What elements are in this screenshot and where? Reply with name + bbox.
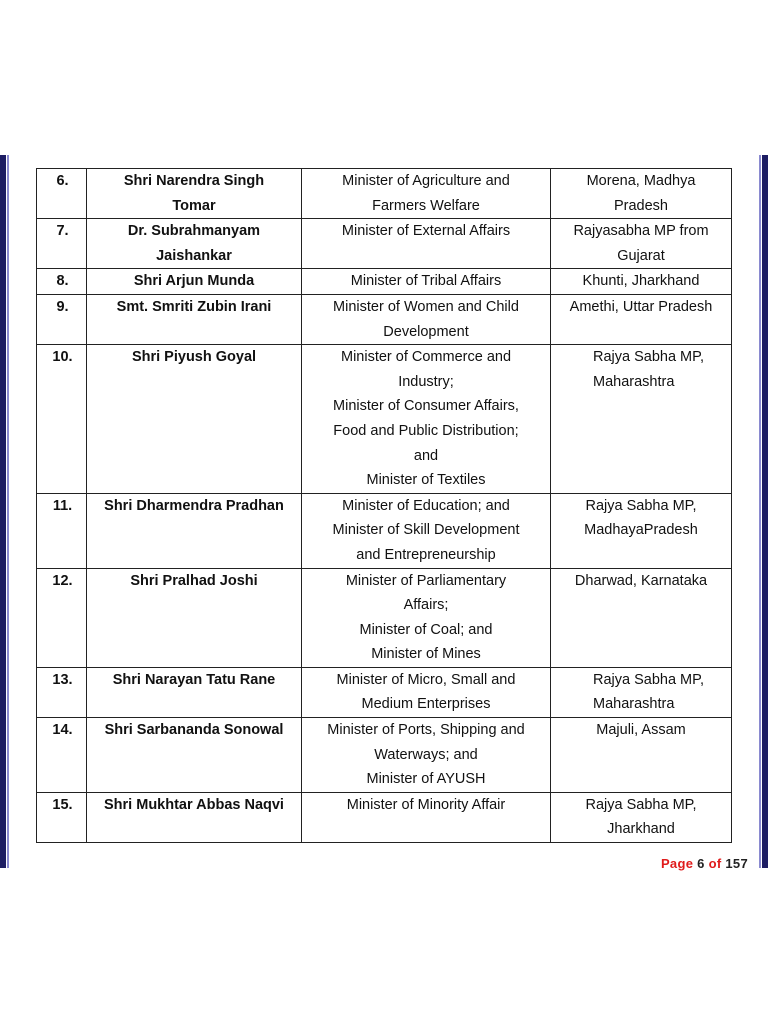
- row-number: 11.: [37, 493, 87, 568]
- portfolio-cell: [302, 667, 551, 717]
- portfolio-cell: [302, 294, 551, 344]
- constituency-line: Pradesh: [613, 197, 668, 214]
- minister-name-cell: [87, 493, 302, 568]
- portfolio-line: Food and Public Distribution;: [333, 422, 519, 439]
- portfolio-line: Waterways; and: [374, 746, 478, 763]
- minister-name-cell: [87, 568, 302, 667]
- constituency-line: Amethi, Uttar Pradesh: [569, 298, 713, 315]
- portfolio-line: Minister of Parliamentary: [345, 572, 507, 589]
- minister-name-line: Shri Mukhtar Abbas Naqvi: [104, 796, 284, 813]
- portfolio-line: and: [413, 447, 439, 464]
- row-number: 10.: [37, 345, 87, 494]
- minister-name-cell: [87, 269, 302, 295]
- portfolio-cell: [302, 169, 551, 219]
- table-row: [37, 568, 732, 667]
- page-label: Page: [660, 856, 694, 871]
- constituency-line: Rajyasabha MP from: [573, 223, 709, 240]
- portfolio-line: Minister of Textiles: [366, 472, 486, 489]
- portfolio-cell: [302, 345, 551, 494]
- constituency-line: Rajya Sabha MP,: [585, 796, 697, 813]
- portfolio-line: Minister of Skill Development: [332, 522, 520, 539]
- constituency-line: Rajya Sabha MP,: [593, 671, 704, 688]
- row-number: 12.: [37, 568, 87, 667]
- minister-name-cell: [87, 792, 302, 842]
- portfolio-line: Minister of Commerce and: [340, 349, 512, 366]
- minister-name-line: Dr. Subrahmanyam: [127, 223, 261, 240]
- constituency-cell: [551, 294, 732, 344]
- portfolio-cell: [302, 718, 551, 793]
- table-row: [37, 294, 732, 344]
- page-current: 6: [697, 856, 705, 871]
- portfolio-line: Development: [383, 323, 469, 340]
- portfolio-cell: [302, 269, 551, 295]
- minister-name-line: Smt. Smriti Zubin Irani: [116, 298, 272, 315]
- portfolio-line: Minister of Consumer Affairs,: [333, 398, 519, 415]
- constituency-line: Rajya Sabha MP,: [593, 349, 704, 366]
- portfolio-line: Minister of External Affairs: [341, 223, 511, 240]
- row-number: 14.: [37, 718, 87, 793]
- minister-name-line: Jaishankar: [156, 247, 232, 264]
- portfolio-line: and Entrepreneurship: [356, 546, 496, 563]
- row-number: 8.: [37, 269, 87, 295]
- minister-name-cell: [87, 169, 302, 219]
- row-number: 7.: [37, 219, 87, 269]
- table-row: [37, 667, 732, 717]
- constituency-line: Dharwad, Karnataka: [574, 572, 708, 589]
- portfolio-line: Minister of Coal; and: [359, 621, 493, 638]
- portfolio-cell: [302, 219, 551, 269]
- row-number: 15.: [37, 792, 87, 842]
- page-border-left: [0, 155, 6, 868]
- constituency-line: Morena, Madhya: [586, 173, 696, 189]
- constituency-cell: [551, 718, 732, 793]
- portfolio-line: Minister of Mines: [371, 646, 481, 663]
- ministers-table-body: [37, 169, 732, 843]
- constituency-line: Khunti, Jharkhand: [582, 273, 700, 290]
- portfolio-line: Minister of Education; and: [342, 497, 510, 514]
- minister-name-cell: [87, 219, 302, 269]
- minister-name-cell: [87, 345, 302, 494]
- table-row: [37, 219, 732, 269]
- constituency-cell: [551, 219, 732, 269]
- minister-name-line: Shri Narayan Tatu Rane: [112, 671, 276, 688]
- table-row: [37, 345, 732, 494]
- table-row: [37, 792, 732, 842]
- constituency-cell: [551, 269, 732, 295]
- page-footer: [661, 856, 748, 871]
- minister-name-line: Shri Dharmendra Pradhan: [104, 497, 284, 514]
- table-row: [37, 169, 732, 219]
- page-border-right: [762, 155, 768, 868]
- constituency-line: MadhayaPradesh: [584, 522, 698, 539]
- portfolio-cell: [302, 792, 551, 842]
- constituency-cell: [551, 493, 732, 568]
- constituency-cell: [551, 345, 732, 494]
- portfolio-line: Medium Enterprises: [361, 696, 491, 713]
- row-number: 6.: [37, 169, 87, 219]
- constituency-line: Gujarat: [617, 247, 665, 264]
- constituency-cell: [551, 667, 732, 717]
- portfolio-line: Minister of Micro, Small and: [336, 671, 516, 688]
- constituency-line: Majuli, Assam: [596, 722, 686, 739]
- minister-name-line: Shri Arjun Munda: [133, 273, 255, 290]
- portfolio-cell: [302, 493, 551, 568]
- table-row: [37, 718, 732, 793]
- portfolio-line: Minister of Tribal Affairs: [350, 273, 502, 290]
- minister-name-line: Shri Pralhad Joshi: [130, 572, 258, 589]
- constituency-line: Maharashtra: [593, 696, 675, 713]
- portfolio-line: Minister of Ports, Shipping and: [327, 722, 525, 739]
- minister-name-line: Tomar: [172, 197, 216, 214]
- minister-name-cell: [87, 294, 302, 344]
- row-number: 13.: [37, 667, 87, 717]
- portfolio-line: Minister of Women and Child: [333, 298, 519, 315]
- ministers-table: [36, 168, 732, 843]
- table-row: [37, 269, 732, 295]
- constituency-line: Jharkhand: [607, 821, 675, 838]
- table-row: [37, 493, 732, 568]
- portfolio-line: Minister of Agriculture and: [342, 173, 510, 189]
- row-number: 9.: [37, 294, 87, 344]
- constituency-cell: [551, 792, 732, 842]
- minister-name-line: Shri Piyush Goyal: [131, 349, 257, 366]
- minister-name-cell: [87, 667, 302, 717]
- portfolio-line: Minister of Minority Affair: [346, 796, 506, 813]
- portfolio-line: Minister of AYUSH: [366, 771, 486, 788]
- minister-name-line: Shri Narendra Singh: [123, 173, 265, 189]
- page-of-label: of: [708, 856, 722, 871]
- constituency-line: Maharashtra: [593, 373, 675, 390]
- portfolio-line: Industry;: [398, 373, 454, 390]
- constituency-line: Rajya Sabha MP,: [585, 497, 697, 514]
- portfolio-cell: [302, 568, 551, 667]
- constituency-cell: [551, 169, 732, 219]
- portfolio-line: Farmers Welfare: [372, 197, 480, 214]
- portfolio-line: Affairs;: [403, 597, 449, 614]
- minister-name-cell: [87, 718, 302, 793]
- constituency-cell: [551, 568, 732, 667]
- page-total: 157: [725, 856, 748, 871]
- minister-name-line: Shri Sarbananda Sonowal: [104, 722, 284, 739]
